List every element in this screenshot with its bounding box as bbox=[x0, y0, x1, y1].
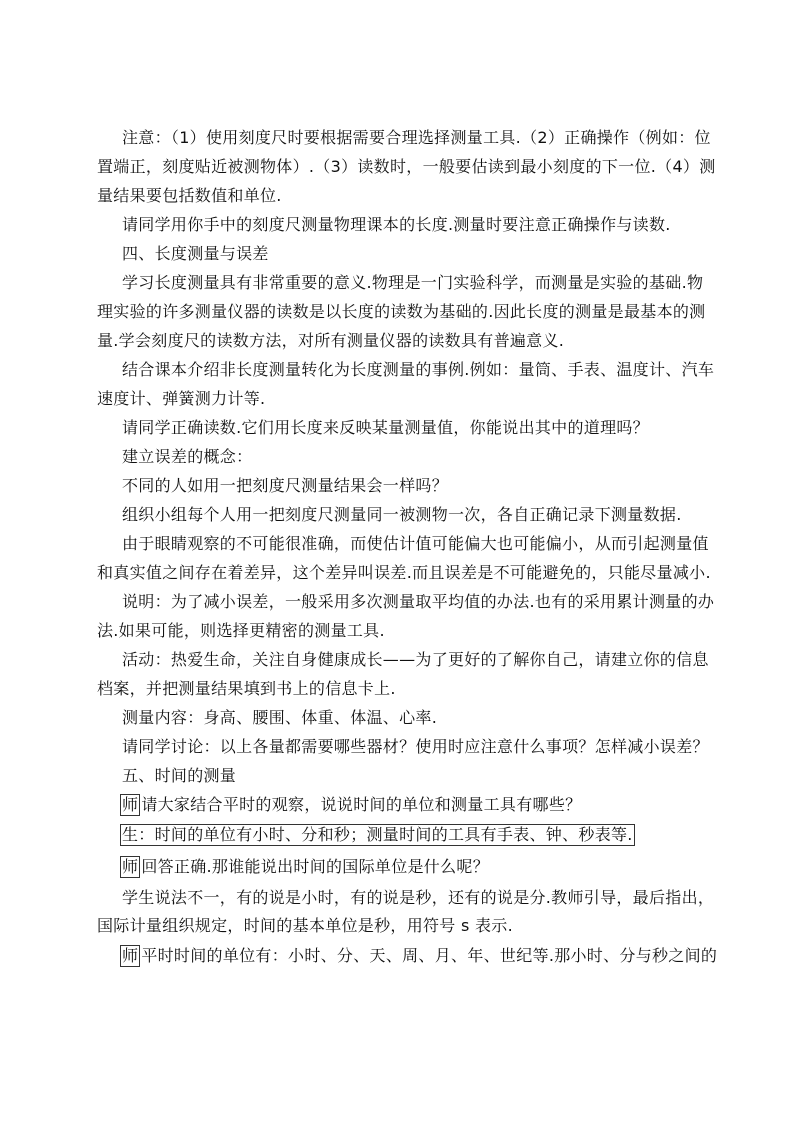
paragraph-line: 档案，并把测量结果填到书上的信息卡上. bbox=[97, 679, 396, 698]
section-heading: 五、时间的测量 bbox=[122, 766, 237, 785]
paragraph-line: 量.学会刻度尺的读数方法，对所有测量仪器的读数具有普遍意义. bbox=[97, 331, 565, 350]
paragraph-line: 建立误差的概念： bbox=[122, 447, 253, 466]
paragraph-line: 注意：（1）使用刻度尺时要根据需要合理选择测量工具.（2）正确操作（例如：位 bbox=[122, 128, 711, 147]
teacher-mark: 师 bbox=[122, 857, 139, 876]
teacher-line-text: 请大家结合平时的观察，说说时间的单位和测量工具有哪些？ bbox=[141, 795, 582, 814]
paragraph-line: 学生说法不一，有的说是小时，有的说是秒，还有的说是分.教师引导，最后指出， bbox=[122, 888, 715, 907]
paragraph-line: 置端正，刻度贴近被测物体）.（3）读数时，一般要估读到最小刻度的下一位.（4）测 bbox=[97, 157, 716, 176]
paragraph-line: 结合课本介绍非长度测量转化为长度测量的事例.例如：量筒、手表、温度计、汽车 bbox=[122, 360, 715, 379]
paragraph-line: 和真实值之间存在着差异，这个差异叫误差.而且误差是不可能避免的，只能尽量减小. bbox=[97, 563, 711, 582]
student-line bbox=[120, 823, 636, 847]
paragraph-line: 法.如果可能，则选择更精密的测量工具. bbox=[97, 621, 385, 640]
paragraph-line: 由于眼睛观察的不可能很准确，而使估计值可能偏大也可能偏小，从而引起测量值 bbox=[122, 534, 709, 553]
teacher-line-text: 回答正确.那谁能说出时间的国际单位是什么呢？ bbox=[141, 857, 489, 876]
paragraph-line: 活动：热爱生命，关注自身健康成长——为了更好的了解你自己，请建立你的信息 bbox=[122, 650, 709, 669]
teacher-mark: 师 bbox=[122, 946, 139, 965]
paragraph-line: 请同学用你手中的刻度尺测量物理课本的长度.测量时要注意正确操作与读数. bbox=[122, 215, 671, 234]
teacher-line bbox=[120, 944, 717, 968]
paragraph-line: 不同的人如用一把刻度尺测量结果会一样吗？ bbox=[122, 476, 449, 495]
paragraph-line: 请同学讨论：以上各量都需要哪些器材？使用时应注意什么事项？怎样减小误差？ bbox=[122, 737, 709, 756]
paragraph-line: 量结果要包括数值和单位. bbox=[97, 186, 282, 205]
paragraph-line: 学习长度测量具有非常重要的意义.物理是一门实验科学，而测量是实验的基础.物 bbox=[122, 273, 704, 292]
paragraph-line: 组织小组每个人用一把刻度尺测量同一被测物一次，各自正确记录下测量数据. bbox=[122, 505, 682, 524]
section-heading: 四、长度测量与误差 bbox=[122, 244, 269, 263]
paragraph-line: 测量内容：身高、腰围、体重、体温、心率. bbox=[122, 708, 438, 727]
paragraph-line: 国际计量组织规定，时间的基本单位是秒，用符号 s 表示. bbox=[97, 916, 513, 935]
teacher-mark: 师 bbox=[122, 795, 139, 814]
paragraph-line: 速度计、弹簧测力计等. bbox=[97, 389, 266, 408]
teacher-line bbox=[120, 793, 581, 817]
paragraph-line: 说明：为了减小误差，一般采用多次测量取平均值的办法.也有的采用累计测量的办 bbox=[122, 592, 715, 611]
teacher-line bbox=[120, 855, 489, 879]
student-line-text: 生：时间的单位有小时、分和秒；测量时间的工具有手表、钟、秒表等. bbox=[122, 825, 633, 844]
paragraph-line: 理实验的许多测量仪器的读数是以长度的读数为基础的.因此长度的测量是最基本的测 bbox=[97, 302, 706, 321]
teacher-line-text: 平时时间的单位有：小时、分、天、周、月、年、世纪等.那小时、分与秒之间的 bbox=[141, 946, 718, 965]
paragraph-line: 请同学正确读数.它们用长度来反映某量测量值，你能说出其中的道理吗？ bbox=[122, 418, 649, 437]
